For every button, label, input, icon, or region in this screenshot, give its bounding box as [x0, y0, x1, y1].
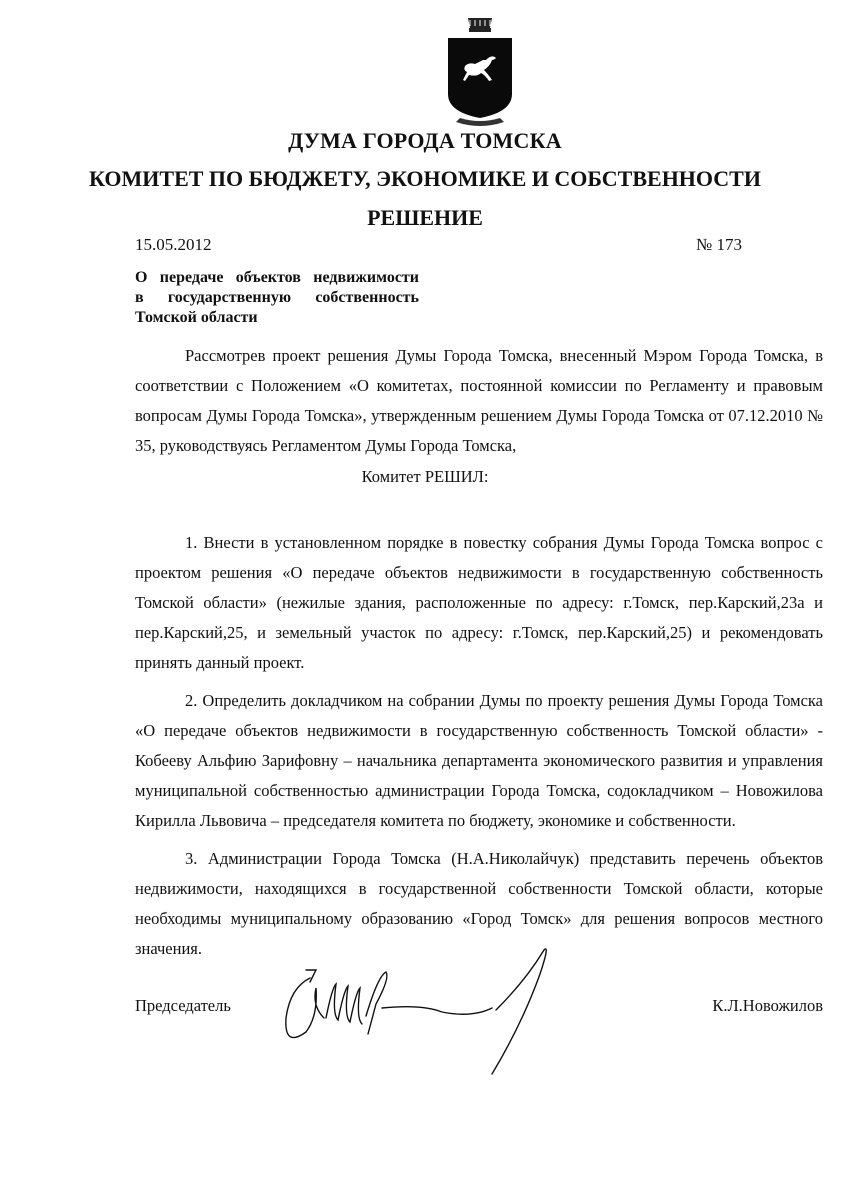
handwritten-signature-icon	[270, 948, 610, 1078]
subject-line: Томской области	[135, 309, 258, 326]
resolution-item: 1. Внести в установленном порядке в повестку собрания Думы Города Томска вопрос с проектом решения «О передаче объектов недвижимости в государственную собственность Томской области» (нежилые здания, расположенные по адресу: г.Томск, пер.Карский,23а и пер.Карский,25, и земельный участок по адресу: г.Томск, пер.Карский,25) и рекомендовать принять данный проект.	[135, 533, 823, 672]
preamble-text: Рассмотрев проект решения Думы Города Томска, внесенный Мэром Города Томска, в соответствии с Положением «О комитетах, постоянной комиссии по Регламенту и правовым вопросам Думы Города Томска», утвержденным решением Думы Города Томска от 07.12.2010 № 35, руководствуясь Регламентом Думы Города Томска,	[135, 346, 823, 455]
resolved-heading: Комитет РЕШИЛ:	[361, 467, 489, 486]
signatory-name: К.Л.Новожилов	[712, 996, 823, 1015]
document-type: РЕШЕНИЕ	[367, 205, 483, 230]
subject-line: в государственную собственность	[135, 289, 419, 306]
document-subject	[135, 268, 419, 328]
preamble	[135, 341, 823, 461]
document-number: № 173	[696, 235, 742, 254]
committee-title: КОМИТЕТ ПО БЮДЖЕТУ, ЭКОНОМИКЕ И СОБСТВЕННОСТИ	[89, 166, 761, 191]
signatory-title: Председатель	[135, 996, 231, 1015]
resolution-item: 3. Администрации Города Томска (Н.А.Николайчук) представить перечень объектов недвижимости, находящихся в государственной собственности Томской области, которые необходимы муниципальному образованию «Город Томск» для решения вопросов местного значения.	[135, 849, 823, 958]
resolution-items	[135, 528, 823, 972]
organization-title: ДУМА ГОРОДА ТОМСКА	[288, 128, 562, 153]
subject-line: О передаче объектов недвижимости	[135, 269, 419, 286]
resolution-item: 2. Определить докладчиком на собрании Думы по проекту решения Думы Города Томска «О передаче объектов недвижимости в государственную собственность Томской области» - Кобееву Альфию Зарифовну – начальника департамента экономического развития и управления муниципальной собственностью администрации Города Томска, содокладчиком – Новожилова Кирилла Львовича – председателя комитета по бюджету, экономике и собственности.	[135, 691, 823, 830]
document-date: 15.05.2012	[135, 235, 212, 254]
coat-of-arms-icon	[440, 14, 520, 126]
